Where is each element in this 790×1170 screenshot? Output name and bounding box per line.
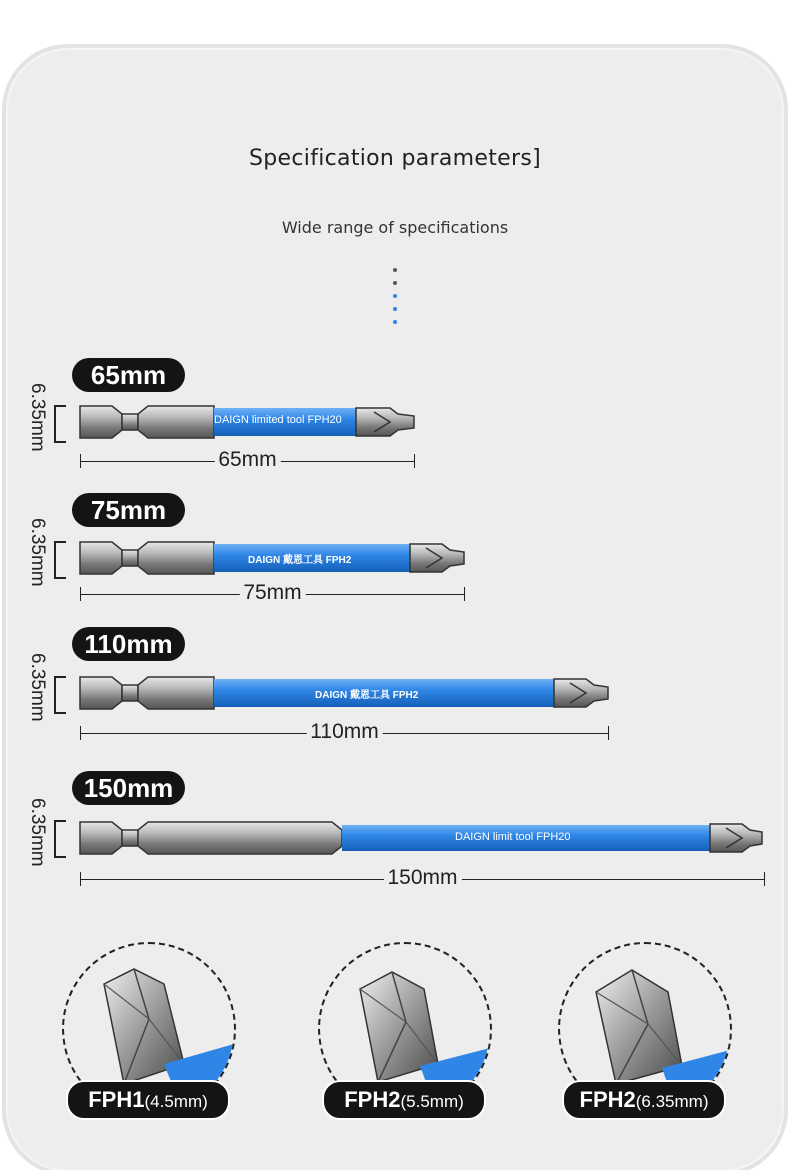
tip-label	[66, 1080, 230, 1120]
shaft-print: DAIGN limited tool FPH20	[214, 414, 342, 426]
shaft-print: DAIGN 戴恩工具 FPH2	[315, 690, 419, 701]
tip-size: (6.35mm)	[635, 1092, 709, 1111]
dot-icon	[393, 268, 397, 272]
dot-icon	[393, 320, 397, 324]
diameter-label: 6.35mm	[27, 383, 48, 452]
diameter-bracket	[54, 676, 66, 714]
diameter-bracket	[54, 820, 66, 858]
scroll-dots	[393, 268, 397, 333]
tip-label	[562, 1080, 726, 1120]
dimension-label: 110mm	[306, 720, 382, 744]
diameter-label: 6.35mm	[27, 798, 48, 867]
diameter-label: 6.35mm	[27, 518, 48, 587]
tip-name: FPH2	[579, 1087, 636, 1112]
dot-icon	[393, 294, 397, 298]
diameter-bracket	[54, 541, 66, 579]
dimension-label: 75mm	[239, 581, 305, 605]
shaft-print: DAIGN 戴恩工具 FPH2	[248, 555, 352, 566]
length-badge: 65mm	[72, 358, 185, 392]
length-badge: 110mm	[72, 627, 185, 661]
page-subtitle: Wide range of specifications	[281, 218, 509, 237]
diameter-label: 6.35mm	[27, 653, 48, 722]
dimension-label: 150mm	[383, 866, 461, 890]
tip-name: FPH2	[344, 1087, 401, 1112]
tip-label	[322, 1080, 486, 1120]
length-badge: 75mm	[72, 493, 185, 527]
dot-icon	[393, 307, 397, 311]
dimension-line	[80, 720, 609, 743]
bit-150mm	[78, 818, 768, 858]
shaft-print: DAIGN limit tool FPH20	[455, 831, 571, 843]
length-badge: 150mm	[72, 771, 185, 805]
dimension-label: 65mm	[214, 448, 280, 472]
dimension-line	[80, 866, 765, 889]
diameter-bracket	[54, 405, 66, 443]
tip-size: (5.5mm)	[400, 1092, 464, 1111]
tip-name: FPH1	[88, 1087, 145, 1112]
tip-size: (4.5mm)	[144, 1092, 208, 1111]
dimension-line	[80, 581, 465, 604]
page-title: Specification parameters]	[249, 146, 541, 171]
dimension-line	[80, 448, 415, 471]
dot-icon	[393, 281, 397, 285]
